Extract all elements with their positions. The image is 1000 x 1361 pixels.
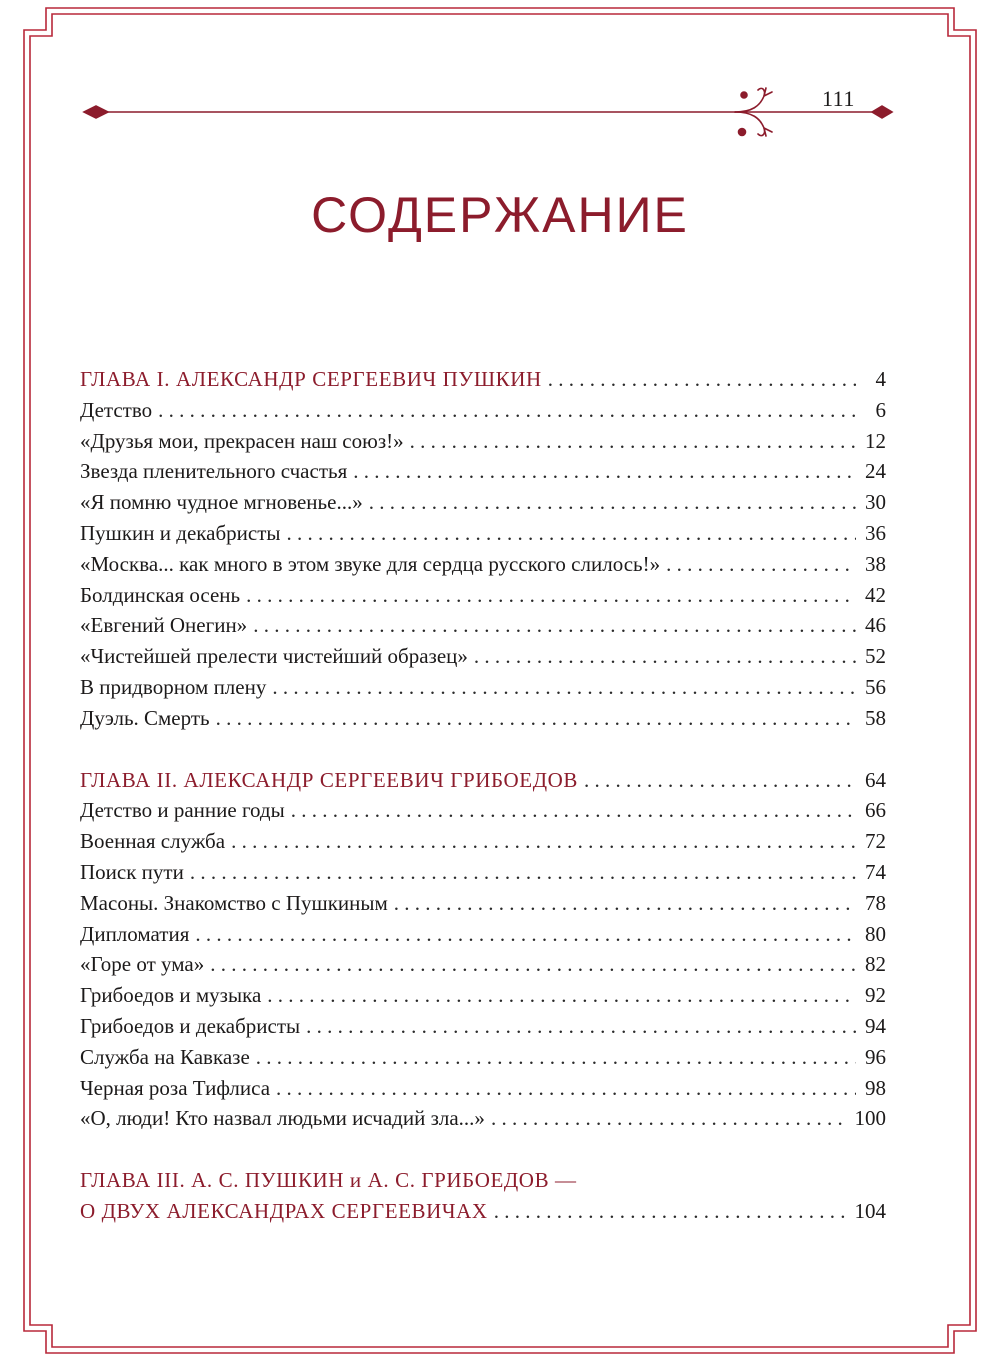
entry-label: «Друзья мои, прекрасен наш союз!»: [80, 428, 404, 453]
toc-entry[interactable]: [80, 490, 886, 521]
toc-entry[interactable]: [80, 644, 886, 675]
entry-page: 6: [875, 397, 886, 422]
toc-entry[interactable]: [80, 398, 886, 429]
toc-entry[interactable]: [80, 459, 886, 490]
entry-page: 72: [865, 829, 886, 854]
entry-page: 24: [865, 459, 886, 484]
header-ornament: [0, 0, 1000, 160]
entry-label: «Горе от ума»: [80, 952, 205, 977]
dot-leader: [276, 1076, 856, 1101]
dot-leader: [291, 798, 856, 823]
entry-label: Звезда пленительного счастья: [80, 459, 348, 484]
page-number: 111: [822, 86, 855, 111]
chapter-2-group: [80, 768, 886, 1138]
toc-entry[interactable]: [80, 706, 886, 737]
dot-leader: [267, 983, 856, 1008]
dot-leader: [494, 1199, 849, 1224]
toc-entry[interactable]: [80, 860, 886, 891]
entry-page: 42: [865, 582, 886, 607]
dot-leader: [584, 768, 856, 793]
entry-label: «Я помню чудное мгновенье...»: [80, 490, 363, 515]
entry-page: 74: [865, 859, 886, 884]
entry-page: 92: [865, 983, 886, 1008]
entry-page: 58: [865, 705, 886, 730]
entry-label: Детство: [80, 397, 153, 422]
toc-entry[interactable]: [80, 521, 886, 552]
chapter-page: 104: [854, 1198, 886, 1223]
toc-entry[interactable]: [80, 1106, 886, 1137]
page-title: СОДЕРЖАНИЕ: [311, 187, 689, 243]
dot-leader: [231, 829, 856, 854]
entry-label: Дуэль. Смерть: [80, 705, 210, 730]
dot-leader: [353, 459, 856, 484]
dot-leader: [256, 1045, 856, 1070]
toc-entry[interactable]: [80, 891, 886, 922]
chapter-1-group: [80, 367, 886, 737]
entry-label: Грибоедов и декабристы: [80, 1013, 301, 1038]
entry-page: 98: [865, 1075, 886, 1100]
dot-leader: [210, 952, 856, 977]
chapter-page: 4: [875, 367, 886, 391]
chapter-heading[interactable]: [80, 367, 886, 398]
entry-label: «Чистейшей прелести чистейший образец»: [80, 644, 468, 669]
dot-leader: [306, 1014, 856, 1039]
chapter-heading[interactable]: [80, 1199, 886, 1230]
entry-page: 66: [865, 798, 886, 823]
entry-label: Черная роза Тифлиса: [80, 1075, 271, 1100]
entry-label: Болдинская осень: [80, 582, 241, 607]
dot-leader: [491, 1106, 849, 1131]
entry-page: 36: [865, 520, 886, 545]
dot-leader: [287, 521, 857, 546]
dot-leader: [158, 398, 856, 423]
dot-leader: [394, 891, 856, 916]
chapter-heading[interactable]: [80, 768, 886, 799]
chapter-title: ГЛАВА I. АЛЕКСАНДР СЕРГЕЕВИЧ ПУШКИН: [80, 367, 542, 391]
dot-leader: [246, 583, 856, 608]
entry-page: 12: [865, 428, 886, 453]
entry-page: 80: [865, 921, 886, 946]
chapter-title: ГЛАВА II. АЛЕКСАНДР СЕРГЕЕВИЧ ГРИБОЕДОВ: [80, 767, 578, 792]
entry-label: «Москва... как много в этом звуке для сердца русского слилось!»: [80, 551, 661, 576]
entry-label: Военная служба: [80, 829, 226, 854]
toc-entry[interactable]: [80, 829, 886, 860]
toc-entry[interactable]: [80, 552, 886, 583]
entry-label: Грибоедов и музыка: [80, 983, 262, 1008]
toc-entry[interactable]: [80, 1045, 886, 1076]
dot-leader: [474, 644, 856, 669]
dot-leader: [410, 429, 856, 454]
entry-page: 56: [865, 674, 886, 699]
toc-entry[interactable]: [80, 675, 886, 706]
dot-leader: [272, 675, 856, 700]
dot-leader: [548, 367, 856, 392]
entry-page: 82: [865, 952, 886, 977]
entry-label: Детство и ранние годы: [80, 798, 285, 823]
chapter-page: 64: [865, 767, 886, 792]
toc-entry[interactable]: [80, 1076, 886, 1107]
entry-page: 46: [865, 613, 886, 638]
chapter-title-line1[interactable]: ГЛАВА III. А. С. ПУШКИН и А. С. ГРИБОЕДОВ —: [80, 1168, 577, 1193]
toc-entry[interactable]: [80, 613, 886, 644]
entry-page: 52: [865, 644, 886, 669]
toc-entry[interactable]: [80, 1014, 886, 1045]
entry-label: Поиск пути: [80, 859, 184, 884]
chapter-3-group: [80, 1168, 886, 1230]
entry-label: Пушкин и декабристы: [80, 520, 281, 545]
toc-entry[interactable]: [80, 952, 886, 983]
toc-entry[interactable]: [80, 798, 886, 829]
toc-entry[interactable]: [80, 583, 886, 614]
entry-page: 96: [865, 1044, 886, 1069]
dot-leader: [195, 922, 856, 947]
dot-leader: [190, 860, 856, 885]
entry-label: Служба на Кавказе: [80, 1044, 250, 1069]
table-of-contents: [80, 367, 886, 1261]
entry-page: 100: [854, 1106, 886, 1131]
dot-leader: [369, 490, 856, 515]
entry-page: 30: [865, 490, 886, 515]
entry-page: 78: [865, 890, 886, 915]
toc-entry[interactable]: [80, 922, 886, 953]
toc-entry[interactable]: [80, 429, 886, 460]
entry-page: 94: [865, 1013, 886, 1038]
dot-leader: [666, 552, 856, 577]
entry-label: Масоны. Знакомство с Пушкиным: [80, 890, 388, 915]
dot-leader: [253, 613, 856, 638]
entry-label: «Евгений Онегин»: [80, 613, 248, 638]
entry-label: В придворном плену: [80, 674, 267, 699]
entry-label: «О, люди! Кто назвал людьми исчадий зла...»: [80, 1106, 485, 1131]
toc-entry[interactable]: [80, 983, 886, 1014]
entry-page: 38: [865, 551, 886, 576]
entry-label: Дипломатия: [80, 921, 190, 946]
chapter-title-line2: О ДВУХ АЛЕКСАНДРАХ СЕРГЕЕВИЧАХ: [80, 1198, 488, 1223]
dot-leader: [216, 706, 856, 731]
